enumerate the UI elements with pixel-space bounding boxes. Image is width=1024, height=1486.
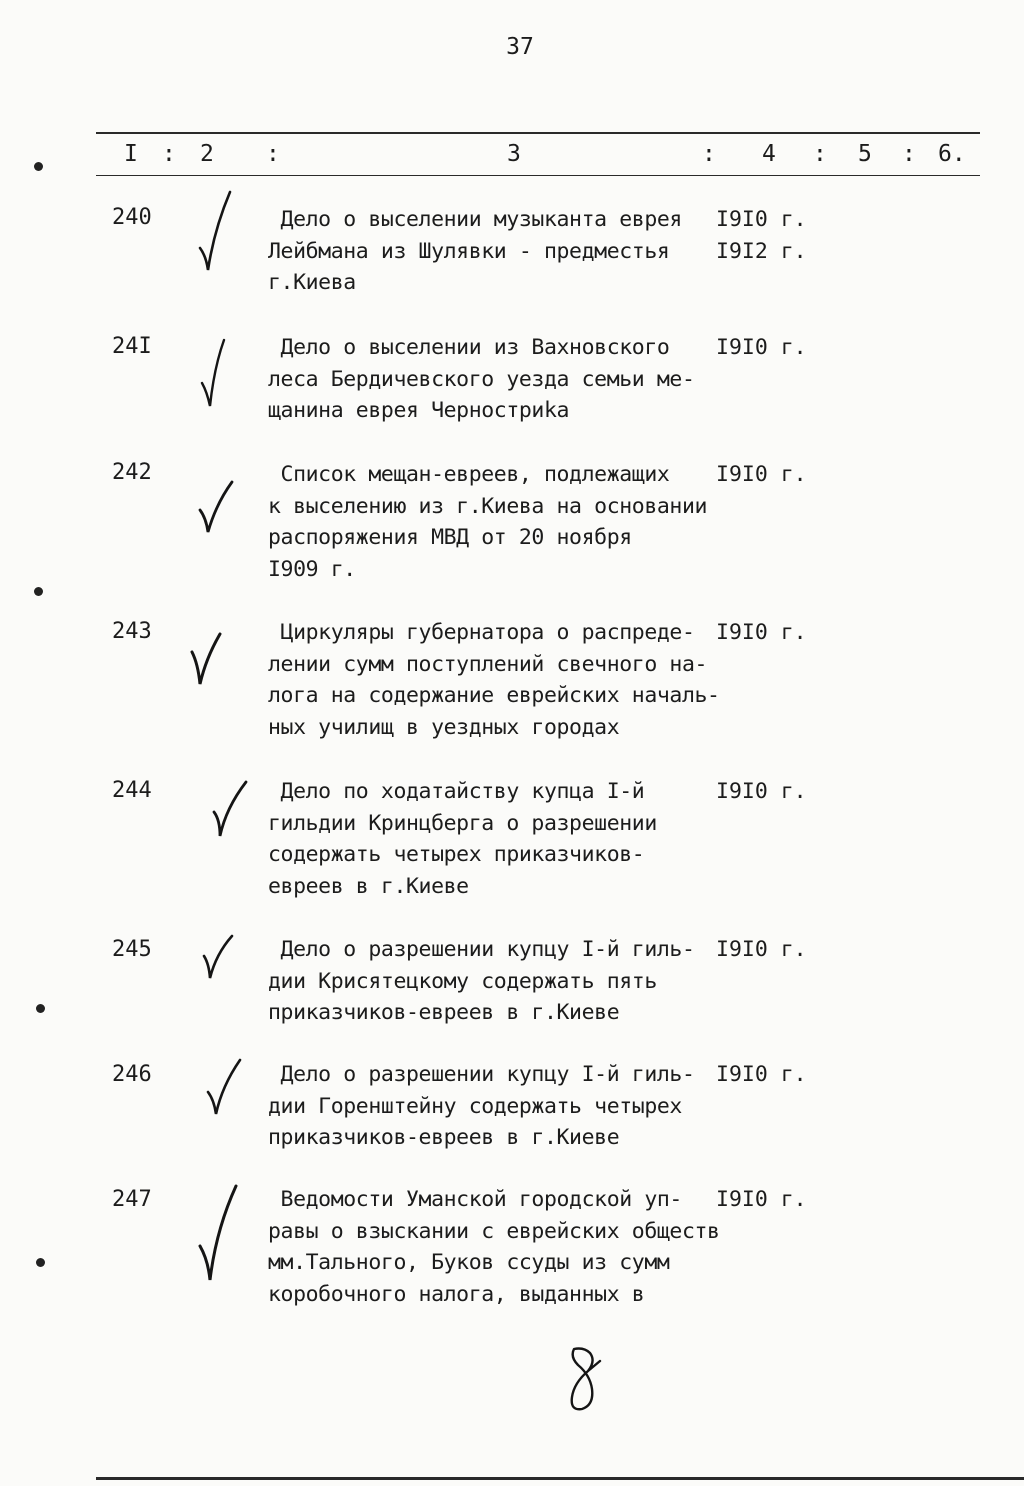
checkmark-icon xyxy=(204,1058,244,1122)
entry-number: 246 xyxy=(112,1062,152,1087)
entry-number: 24I xyxy=(112,334,152,359)
checkmark-icon xyxy=(186,630,226,694)
checkmark-icon xyxy=(208,780,248,844)
entry-number: 245 xyxy=(112,937,152,962)
entry-title: Дело по ходатайству купца I-й гильдии Кринцберга о разрешении содержать четырех приказчиков- евреев в г.Киеве xyxy=(268,779,657,899)
header-sep-2: : xyxy=(266,141,280,167)
page-bottom-rule xyxy=(96,1477,1024,1480)
entry-dates: I9I0 г. xyxy=(716,462,807,487)
table-top-rule xyxy=(96,132,980,134)
entry-title: Циркуляры губернатора о распреде- лении сумм поступлений свечного на- лога на содержание еврейских началь- ных училищ в уездных городах xyxy=(268,620,720,740)
header-col-3: 3 xyxy=(507,141,521,167)
entry-title: Ведомости Уманской городской уп- равы о взыскании с еврейских обществ мм.Тального, Буков ссуды из сумм коробочного налога, выданных в xyxy=(268,1187,720,1307)
checkmark-icon xyxy=(196,1184,240,1288)
page-number: 37 xyxy=(506,34,534,60)
checkmark-icon xyxy=(198,338,234,417)
entry-dates: I9I0 г. xyxy=(716,620,807,645)
entry-number: 242 xyxy=(112,460,152,485)
checkmark-icon xyxy=(196,190,236,284)
binder-hole-icon xyxy=(34,587,43,596)
entry-dates: I9I0 г. xyxy=(716,1187,807,1212)
entry-dates: I9I0 г. xyxy=(716,1062,807,1087)
header-col-2: 2 xyxy=(200,141,214,167)
entry-number: 244 xyxy=(112,778,152,803)
checkmark-icon xyxy=(200,934,236,988)
entry-title: Список мещан-евреев, подлежащих к выселению из г.Киева на основании распоряжения МВД от 20 ноября I909 г. xyxy=(268,462,708,582)
entry-number: 247 xyxy=(112,1187,152,1212)
header-sep-5: : xyxy=(902,141,916,167)
entry-title: Дело о выселении из Вахновского леса Бердичевского уезда семьи ме- щанина еврея Черностриka xyxy=(268,335,695,423)
entry-dates: I9I0 г. I9I2 г. xyxy=(716,207,807,264)
header-col-6: 6. xyxy=(938,141,966,167)
handwritten-mark-icon xyxy=(560,1345,610,1419)
checkmark-icon xyxy=(196,480,236,544)
header-sep-1: : xyxy=(162,141,176,167)
header-col-1: I xyxy=(124,141,138,167)
table-header-rule xyxy=(96,175,980,176)
header-col-5: 5 xyxy=(858,141,872,167)
header-col-4: 4 xyxy=(762,141,776,167)
header-sep-3: : xyxy=(702,141,716,167)
binder-hole-icon xyxy=(36,1258,45,1267)
entry-title: Дело о выселении музыканта еврея Лейбмана из Шулявки - предместья г.Киева xyxy=(268,207,682,295)
header-sep-4: : xyxy=(813,141,827,167)
entry-title: Дело о разрешении купцу I-й гиль- дии Горенштейну содержать четырех приказчиков-евреев в г.Киеве xyxy=(268,1062,695,1150)
entry-number: 240 xyxy=(112,205,152,230)
entry-title: Дело о разрешении купцу I-й гиль- дии Крисятецкому содержать пять приказчиков-евреев в г.Киеве xyxy=(268,937,695,1025)
binder-hole-icon xyxy=(36,1004,45,1013)
entry-dates: I9I0 г. xyxy=(716,937,807,962)
entry-dates: I9I0 г. xyxy=(716,779,807,804)
entry-dates: I9I0 г. xyxy=(716,335,807,360)
entry-number: 243 xyxy=(112,619,152,644)
binder-hole-icon xyxy=(34,162,43,171)
